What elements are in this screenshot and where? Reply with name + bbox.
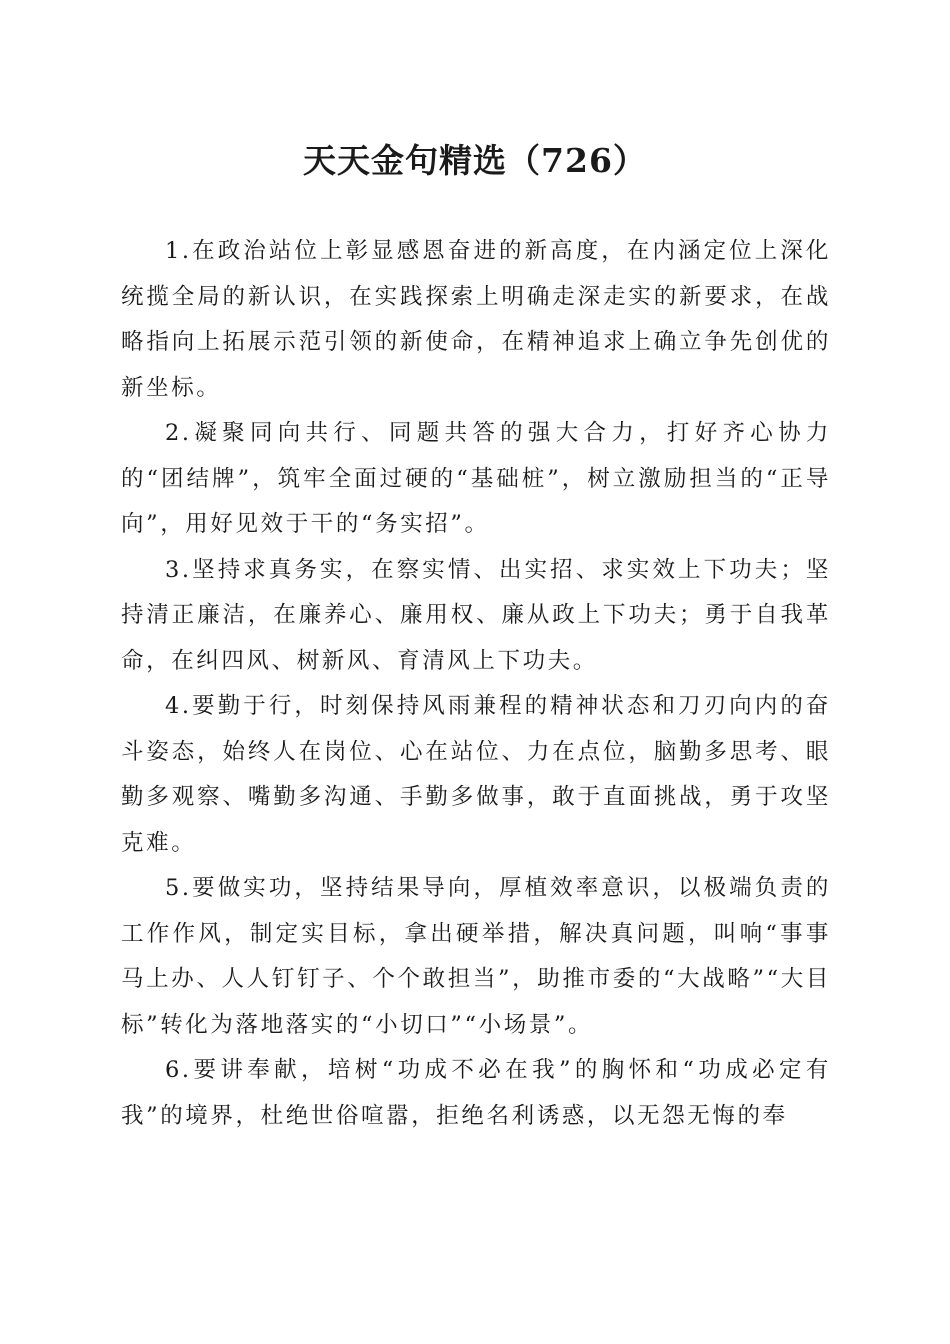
paragraph-3: 3.坚持求真务实，在察实情、出实招、求实效上下功夫；坚持清正廉洁，在廉养心、廉用权、廉从政上下功夫；勇于自我革命，在纠四风、树新风、育清风上下功夫。 [121,556,831,674]
paragraph-4: 4.要勤于行，时刻保持风雨兼程的精神状态和刀刃向内的奋斗姿态，始终人在岗位、心在站位、力在点位，脑勤多思考、眼勤多观察、嘴勤多沟通、手勤多做事，敢于直面挑战，勇于攻坚克难。 [121,693,831,856]
document-body [121,229,831,1139]
paragraph-5: 5.要做实功，坚持结果导向，厚植效率意识，以极端负责的工作作风，制定实目标，拿出硬举措，解决真问题，叫响“事事马上办、人人钉钉子、个个敢担当”，助推市委的“大战略”“大目标”转化为落地落实的“小切口”“小场景”。 [121,875,831,1038]
document-title: 天天金句精选（726） [303,141,647,180]
paragraph-1: 1.在政治站位上彰显感恩奋进的新高度，在内涵定位上深化统揽全局的新认识，在实践探索上明确走深走实的新要求，在战略指向上拓展示范引领的新使命，在精神追求上确立争先创优的新坐标。 [121,238,831,401]
paragraph-2: 2.凝聚同向共行、同题共答的强大合力，打好齐心协力的“团结牌”，筑牢全面过硬的“基础桩”，树立激励担当的“正导向”，用好见效于干的“务实招”。 [121,420,831,537]
paragraph-6: 6.要讲奉献，培树“功成不必在我”的胸怀和“功成必定有我”的境界，杜绝世俗喧嚣，拒绝名利诱惑，以无怨无悔的奉 [121,1057,831,1129]
